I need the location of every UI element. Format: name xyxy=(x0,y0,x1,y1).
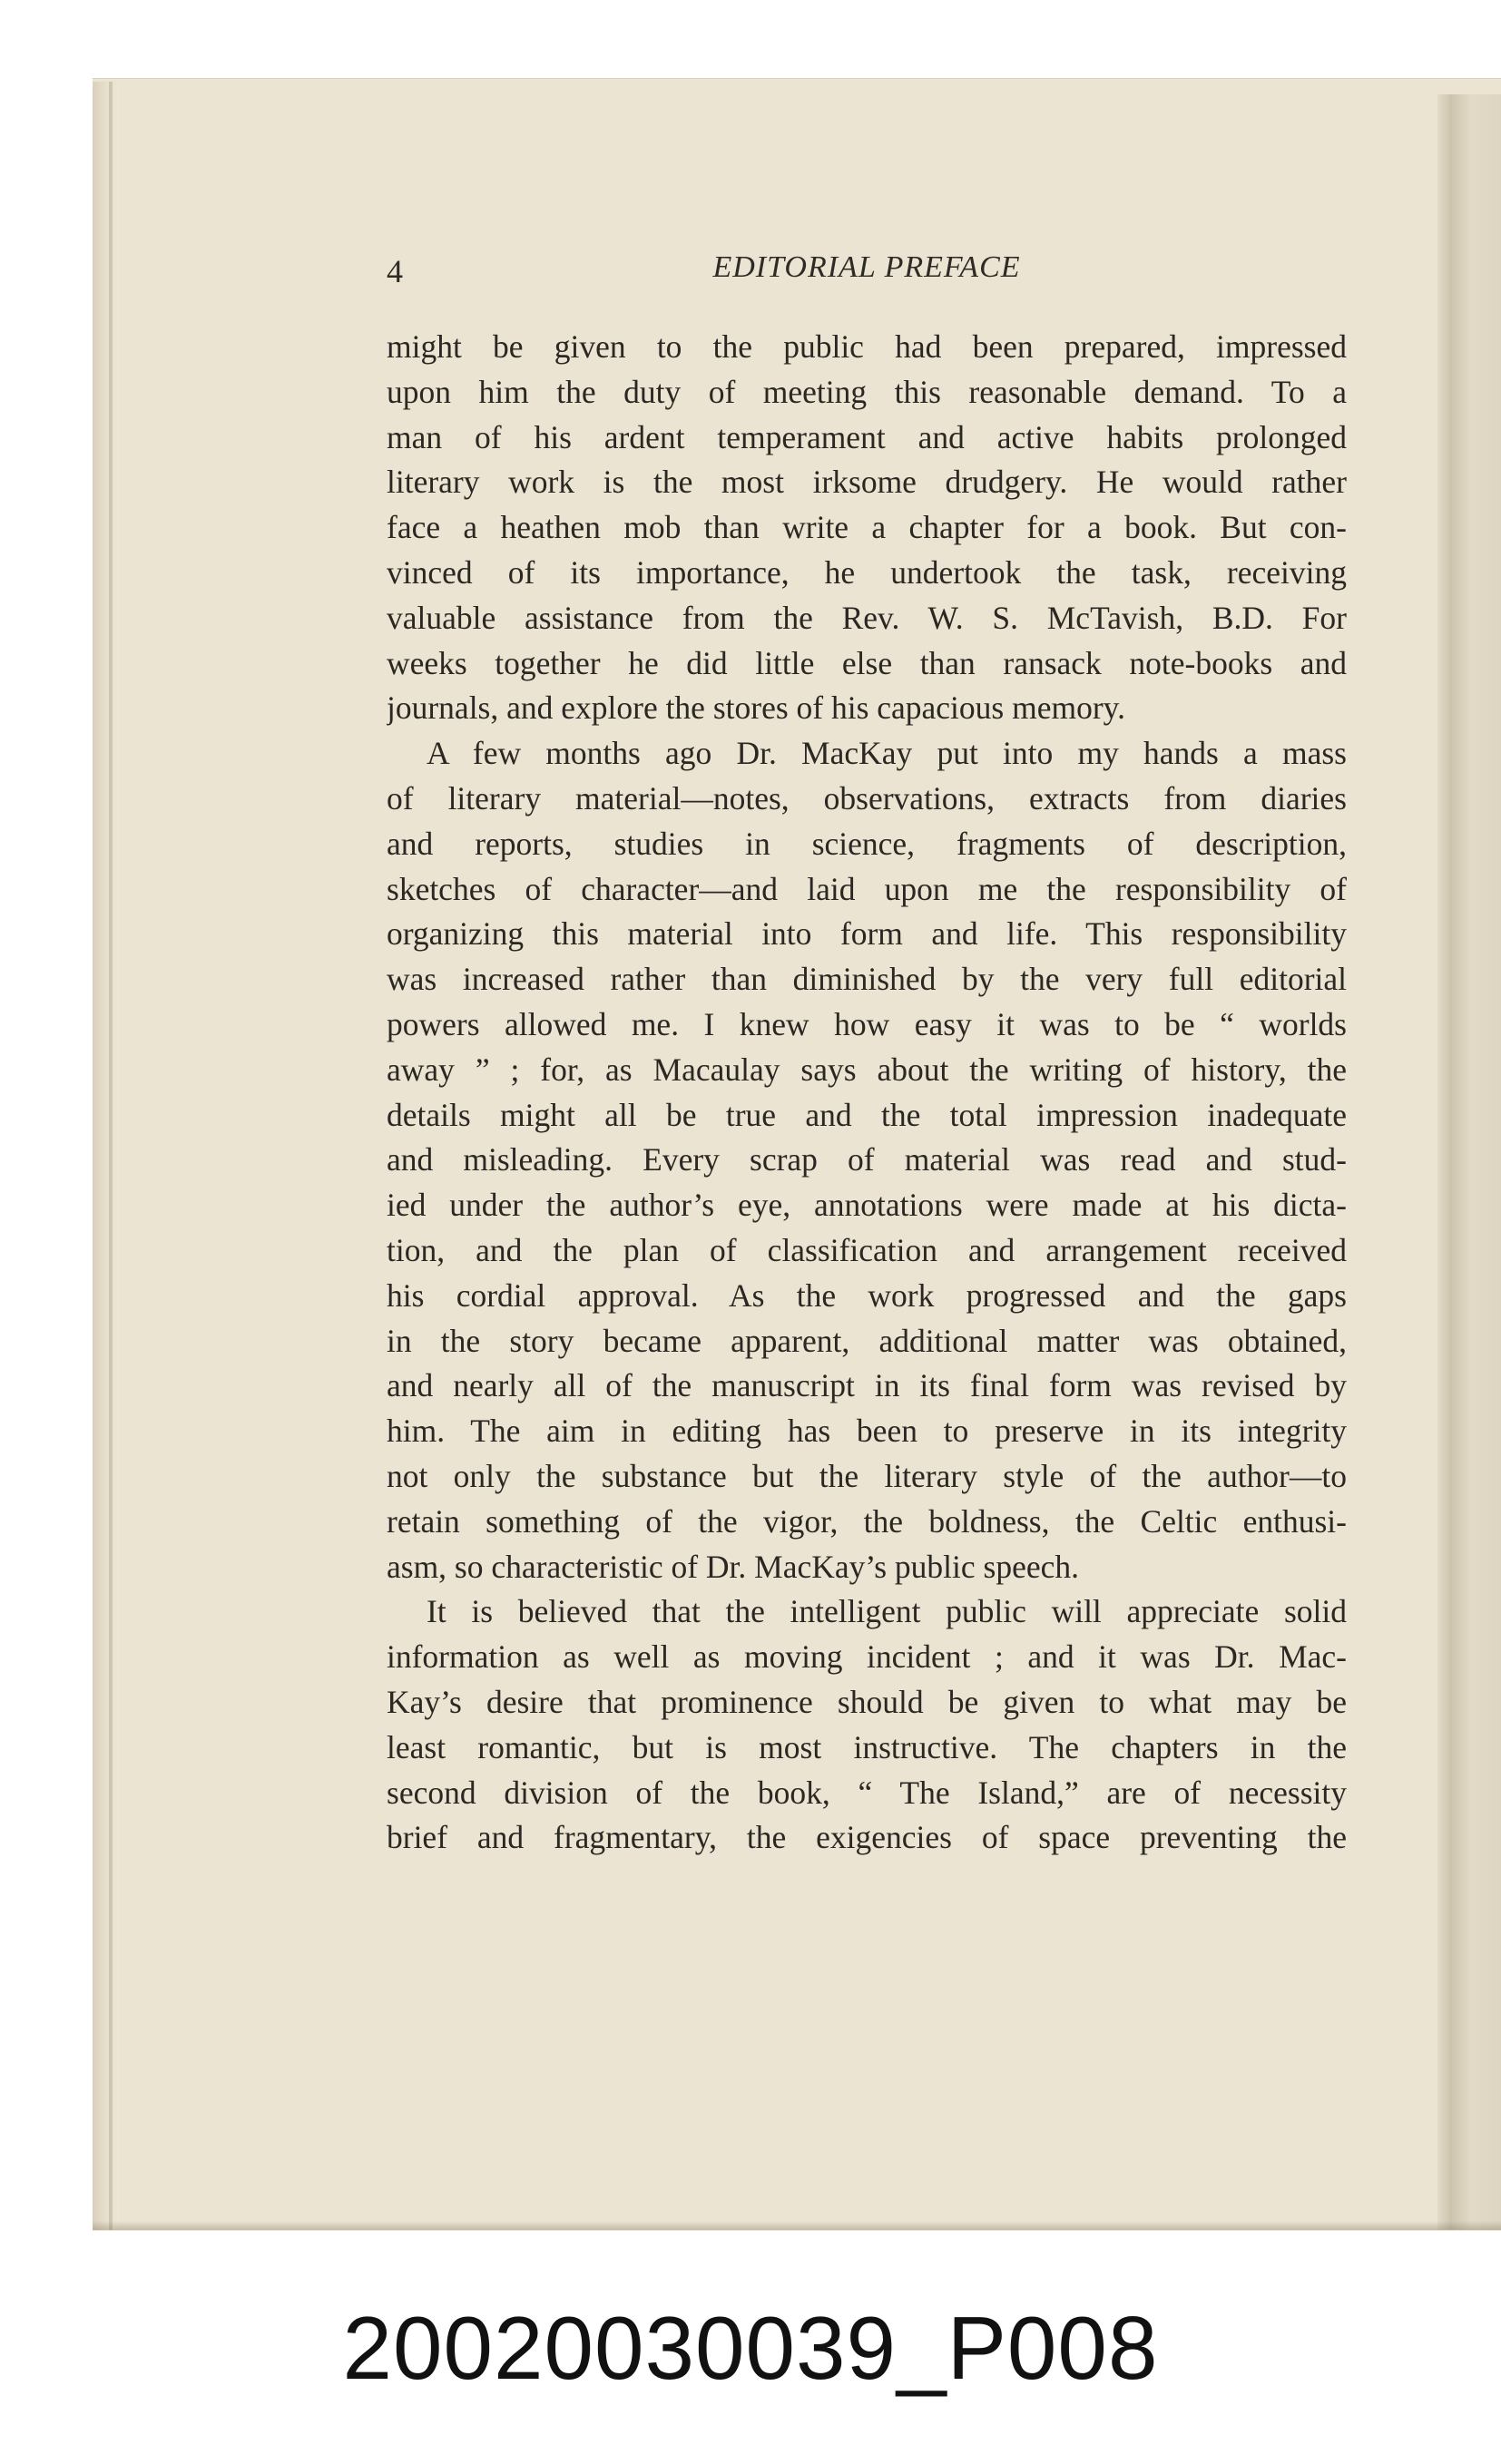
body-text xyxy=(387,325,1347,1861)
text-line: brief and fragmentary, the exigencies of space preventing the xyxy=(387,1819,1347,1856)
text-line: and reports, studies in science, fragments of description, xyxy=(387,825,1347,862)
text-line: upon him the duty of meeting this reasonable demand. To a xyxy=(387,373,1347,410)
text-line: vinced of its importance, he undertook the task, receiving xyxy=(387,553,1347,591)
text-line: second division of the book, “ The Island,” are of necessity xyxy=(387,1774,1347,1811)
running-head xyxy=(387,247,1347,292)
page-edge-line xyxy=(109,82,113,2230)
text-line: retain something of the vigor, the boldness, the Celtic enthusi- xyxy=(387,1502,1347,1540)
text-line: asm, so characteristic of Dr. MacKay’s public speech. xyxy=(387,1548,1079,1585)
page-number: 4 xyxy=(387,253,403,289)
page-bottom-shadow xyxy=(93,2221,1501,2230)
text-line: valuable assistance from the Rev. W. S. McTavish, B.D. For xyxy=(387,599,1347,636)
book-gutter xyxy=(1437,94,1452,2230)
text-line: not only the substance but the literary style of the author—to xyxy=(387,1457,1347,1494)
text-line: information as well as moving incident ; and it was Dr. Mac- xyxy=(387,1638,1347,1676)
page-stack-edge xyxy=(93,82,120,2230)
text-line: details might all be true and the total impression inadequate xyxy=(387,1096,1347,1133)
text-line: and misleading. Every scrap of material was read and stud- xyxy=(387,1141,1347,1178)
text-line: Kay’s desire that prominence should be given to what may be xyxy=(387,1683,1347,1720)
text-line: might be given to the public had been prepared, impressed xyxy=(387,328,1347,365)
text-line: literary work is the most irksome drudgery. He would rather xyxy=(387,464,1347,501)
text-line: face a heathen mob than write a chapter for a book. But con- xyxy=(387,509,1347,546)
facing-page-edge xyxy=(1452,94,1501,2230)
text-line: weeks together he did little else than ransack note-books and xyxy=(387,644,1347,681)
text-line: A few months ago Dr. MacKay put into my hands a mass xyxy=(427,735,1347,772)
catalog-number: 20020030039_P008 xyxy=(342,2298,1159,2398)
text-line: of literary material—notes, observations, extracts from diaries xyxy=(387,779,1347,816)
text-line: powers allowed me. I knew how easy it was to be “ worlds xyxy=(387,1005,1347,1042)
text-line: least romantic, but is most instructive. The chapters in the xyxy=(387,1728,1347,1765)
running-title: EDITORIAL PREFACE xyxy=(712,250,1021,284)
text-line: man of his ardent temperament and active habits prolonged xyxy=(387,418,1347,455)
text-line: was increased rather than diminished by the very full editorial xyxy=(387,961,1347,998)
text-line: his cordial approval. As the work progressed and the gaps xyxy=(387,1276,1347,1314)
text-line: and nearly all of the manuscript in its final form was revised by xyxy=(387,1367,1347,1404)
text-line: ied under the author’s eye, annotations were made at his dicta- xyxy=(387,1187,1347,1224)
text-line: journals, and explore the stores of his capacious memory. xyxy=(387,689,1125,727)
text-line: organizing this material into form and life. This responsibility xyxy=(387,915,1347,953)
text-line: him. The aim in editing has been to preserve in its integrity xyxy=(387,1413,1347,1450)
text-line: away ” ; for, as Macaulay says about the writing of history, the xyxy=(387,1051,1347,1088)
text-line: sketches of character—and laid upon me the responsibility of xyxy=(387,870,1347,907)
text-line: It is believed that the intelligent public will appreciate solid xyxy=(427,1593,1347,1630)
text-line: tion, and the plan of classification and arrangement received xyxy=(387,1231,1347,1268)
text-line: in the story became apparent, additional matter was obtained, xyxy=(387,1322,1347,1359)
